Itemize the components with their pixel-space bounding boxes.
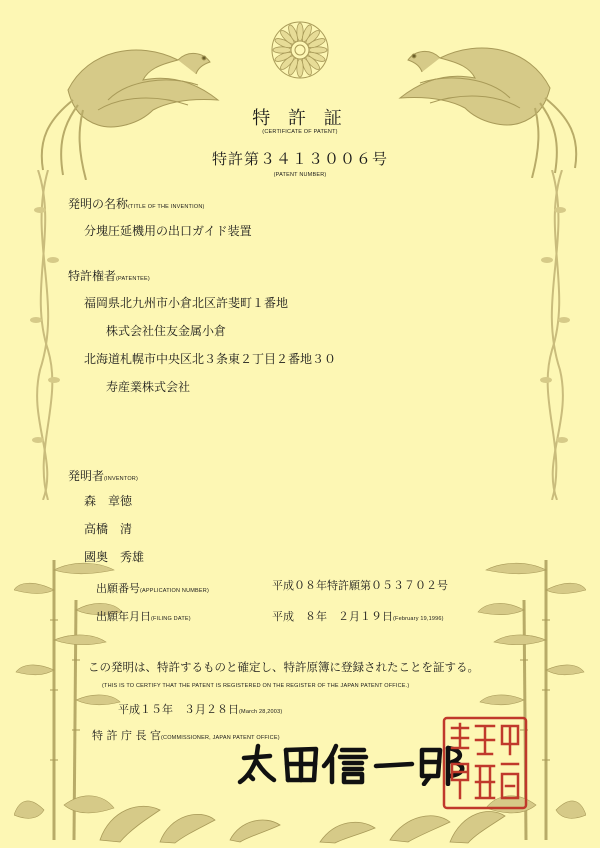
certification-date-en: (March 28,2003) <box>239 709 283 715</box>
invention-label-en: (TITLE OF THE INVENTION) <box>128 204 205 210</box>
left-vine-ornament <box>18 170 78 500</box>
commissioner-title: 特 許 庁 長 官 <box>92 729 161 742</box>
chrysanthemum-crest-icon <box>268 18 332 82</box>
commissioner-title-en: (COMMISSIONER, JAPAN PATENT OFFICE) <box>161 735 280 741</box>
invention-label: 発明の名称 <box>68 197 129 211</box>
patentee-label: 特許権者 <box>68 269 117 283</box>
inventor-label-en: (INVENTOR) <box>104 476 138 482</box>
invention-title: 分塊圧延機用の出口ガイド装置 <box>84 224 252 238</box>
right-vine-ornament <box>522 170 582 500</box>
inventor-name: 高橋 清 <box>84 522 133 536</box>
invention-label-row <box>68 193 205 212</box>
certification-date-row <box>118 698 282 717</box>
inventor-name: 森 章徳 <box>84 494 133 508</box>
commissioner-signature <box>236 742 468 786</box>
filing-date-en: (February 19,1996) <box>393 616 444 622</box>
filing-date-label-en: (FILING DATE) <box>151 616 191 622</box>
application-number-label: 出願番号 <box>96 582 140 595</box>
certification-statement-en: (THIS IS TO CERTIFY THAT THE PATENT IS REGISTERED ON THE REGISTER OF THE JAPAN PATENT OFFICE.) <box>102 683 410 689</box>
patentee-address-1: 福岡県北九州市小倉北区許斐町１番地 <box>84 296 289 310</box>
inventor-name: 國奥 秀雄 <box>84 550 145 564</box>
certificate-title-en: (CERTIFICATE OF PATENT) <box>262 129 338 135</box>
filing-date-label: 出願年月日 <box>96 610 151 623</box>
patentee-label-en: (PATENTEE) <box>116 276 150 282</box>
official-seal-stamp <box>440 714 530 812</box>
certification-date: 平成１５年 ３月２８日 <box>118 703 239 716</box>
application-number-label-row <box>96 577 209 596</box>
inventor-label-row <box>68 465 138 484</box>
patentee-label-row <box>68 265 150 284</box>
certificate-title: 特 許 証 <box>252 108 348 129</box>
filing-date: 平成 ８年 ２月１９日 <box>272 610 393 623</box>
application-number: 平成０８年特許願第０５３７０２号 <box>272 579 448 592</box>
commissioner-title-row <box>92 724 280 743</box>
patentee-name-2: 寿産業株式会社 <box>106 380 191 394</box>
patent-number-label-en: (PATENT NUMBER) <box>273 172 327 178</box>
patent-number: 特許第３４１３００６号 <box>211 150 388 168</box>
patentee-name-1: 株式会社住友金属小倉 <box>106 324 227 338</box>
inventor-label: 発明者 <box>68 469 105 483</box>
filing-date-label-row <box>96 605 191 624</box>
certification-statement: この発明は、特許するものと確定し、特許原簿に登録されたことを証する。 <box>88 660 479 674</box>
patentee-address-2: 北海道札幌市中央区北３条東２丁目２番地３０ <box>84 352 337 366</box>
filing-date-row <box>272 605 444 624</box>
application-number-label-en: (APPLICATION NUMBER) <box>140 588 209 594</box>
